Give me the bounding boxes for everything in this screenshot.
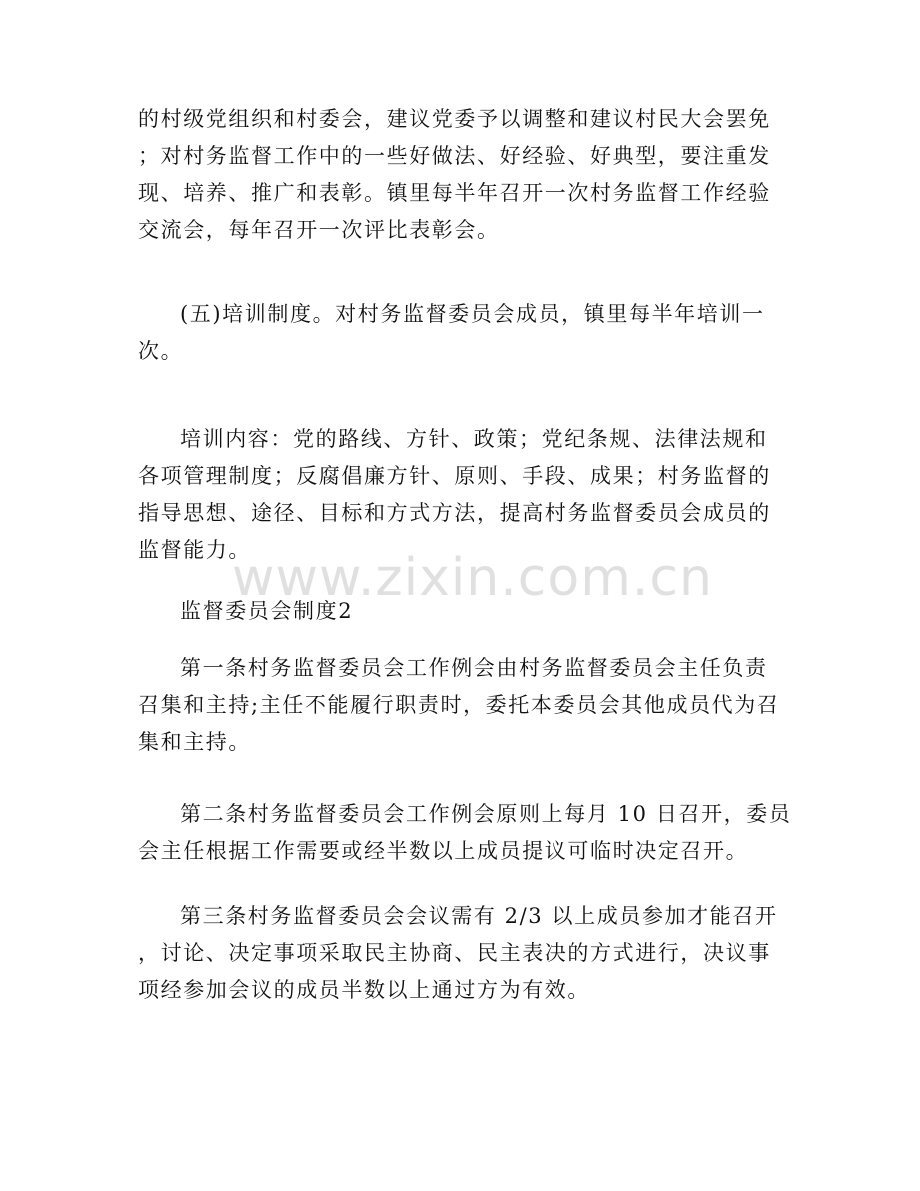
paragraph-line: 培训内容：党的路线、方针、政策；党纪条规、法律法规和	[180, 427, 768, 451]
paragraph-line: 各项管理制度；反腐倡廉方针、原则、手段、成果；村务监督的	[138, 464, 771, 488]
paragraph-line: 第三条村务监督委员会会议需有 2/3 以上成员参加才能召开	[180, 904, 778, 928]
paragraph-line: 召集和主持;主任不能履行职责时，委托本委员会其他成员代为召	[138, 693, 780, 717]
paragraph-line: 集和主持。	[138, 730, 251, 754]
watermark: www.zixin.com.cn	[232, 548, 713, 608]
paragraph-line: ；对村务监督工作中的一些好做法、好经验、好典型，要注重发	[138, 144, 771, 168]
paragraph-line: 现、培养、推广和表彰。镇里每半年召开一次村务监督工作经验	[138, 181, 771, 205]
paragraph-3	[138, 421, 782, 569]
paragraph-line: 第二条村务监督委员会工作例会原则上每月 10 日召开，委员	[180, 802, 792, 826]
paragraph-line: ，讨论、决定事项采取民主协商、民主表决的方式进行，决议事	[138, 941, 771, 965]
paragraph-1	[138, 101, 782, 249]
paragraph-line: 交流会，每年召开一次评比表彰会。	[138, 218, 500, 242]
paragraph-2	[138, 296, 782, 370]
paragraph-line: 第一条村务监督委员会工作例会由村务监督委员会主任负责	[180, 656, 768, 680]
paragraph-6	[138, 796, 792, 870]
paragraph-5	[138, 650, 782, 761]
paragraph-7	[138, 898, 782, 1009]
paragraph-line: 会主任根据工作需要或经半数以上成员提议可临时决定召开。	[138, 839, 749, 863]
paragraph-line: 监督能力。	[138, 538, 251, 562]
paragraph-line: (五)培训制度。对村务监督委员会成员，镇里每半年培训一	[180, 302, 765, 326]
section-heading-text: 监督委员会制度2	[180, 599, 354, 623]
paragraph-line: 的村级党组织和村委会，建议党委予以调整和建议村民大会罢免	[138, 107, 771, 131]
paragraph-line: 项经参加会议的成员半数以上通过方为有效。	[138, 978, 590, 1002]
paragraph-line: 次。	[138, 339, 184, 363]
paragraph-line: 指导思想、途径、目标和方式方法，提高村务监督委员会成员的	[138, 501, 771, 525]
